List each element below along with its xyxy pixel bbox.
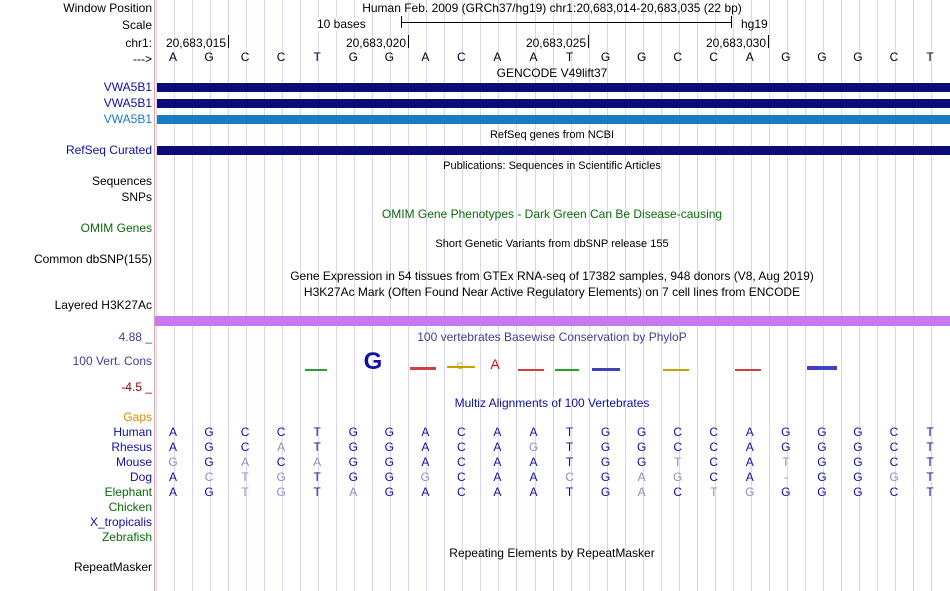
base-letter: A <box>493 50 502 64</box>
base-letter: C <box>709 50 719 64</box>
alignment-base: A <box>745 470 754 484</box>
alignment-base: T <box>926 485 934 499</box>
base-letter: G <box>348 50 358 64</box>
omim-track-title[interactable]: OMIM Gene Phenotypes - Dark Green Can Be Disease-causing <box>381 207 723 221</box>
alignment-base: A <box>421 485 430 499</box>
base-letter: C <box>457 50 466 64</box>
alignment-base: A <box>493 440 502 454</box>
gtex-track-title[interactable]: Gene Expression in 54 tissues from GTEx RNA-seq of 17382 samples, 948 donors (V8, Aug 2019) <box>290 269 814 283</box>
alignment-base: A <box>529 455 538 469</box>
alignment-base: G <box>889 470 899 484</box>
chrom-label: chr1: <box>125 36 152 50</box>
base-letter: G <box>636 50 647 64</box>
coordinate-tick <box>768 35 769 48</box>
alignment-base: T <box>313 470 321 484</box>
alignment-base: G <box>781 485 791 499</box>
chrom-coordinate: 20,683,025 <box>525 36 586 50</box>
refseq-label[interactable]: RefSeq Curated <box>65 143 152 157</box>
coordinate-tick <box>228 35 229 48</box>
alignment-base: A <box>529 485 538 499</box>
alignment-base: T <box>710 485 718 499</box>
alignment-base: G <box>384 425 394 439</box>
species-label-human[interactable]: Human <box>113 425 152 439</box>
alignment-base: C <box>457 470 466 484</box>
alignment-base: G <box>276 485 286 499</box>
alignment-base: A <box>421 425 430 439</box>
alignment-base: G <box>781 425 791 439</box>
species-label-rhesus[interactable]: Rhesus <box>111 440 152 454</box>
scale-db: hg19 <box>741 17 768 31</box>
alignment-base: G <box>600 425 611 439</box>
alignment-base: C <box>457 440 466 454</box>
alignment-base: C <box>457 455 466 469</box>
alignment-base: G <box>348 455 358 469</box>
alignment-base: A <box>421 440 430 454</box>
alignment-base: T <box>241 470 249 484</box>
alignment-base: C <box>709 440 719 454</box>
snps-label[interactable]: SNPs <box>121 190 152 204</box>
alignment-base: T <box>926 440 934 454</box>
alignment-base: C <box>709 455 719 469</box>
gencode-item-3-label[interactable]: VWA5B1 <box>103 112 152 126</box>
species-label-mouse[interactable]: Mouse <box>115 455 152 469</box>
base-letter: T <box>313 50 321 64</box>
alignment-base: G <box>853 425 863 439</box>
alignment-base: G <box>600 440 611 454</box>
alignment-base: C <box>457 425 466 439</box>
h3k27ac-label[interactable]: Layered H3K27Ac <box>54 298 152 312</box>
alignment-base: A <box>349 485 358 499</box>
alignment-base: T <box>674 455 682 469</box>
alignment-base: C <box>673 425 683 439</box>
alignment-base: G <box>204 485 214 499</box>
alignment-base: G <box>600 455 611 469</box>
base-letter: A <box>168 50 177 64</box>
alignment-base: - <box>783 470 788 484</box>
alignment-base: G <box>600 470 611 484</box>
sequences-label[interactable]: Sequences <box>91 174 152 188</box>
gencode-item-2-label[interactable]: VWA5B1 <box>103 96 152 110</box>
alignment-base: T <box>565 455 574 469</box>
svg-text:A: A <box>490 356 500 372</box>
alignment-base: T <box>565 440 574 454</box>
alignment-base: C <box>709 425 719 439</box>
refseq-bar[interactable] <box>157 146 950 155</box>
alignment-base: G <box>204 455 214 469</box>
base-letter: G <box>600 50 611 64</box>
alignment-base: A <box>745 425 754 439</box>
coordinate-tick <box>408 35 409 48</box>
alignment-base: G <box>636 455 647 469</box>
alignment-base: G <box>781 440 791 454</box>
chrom-coordinate: 20,683,015 <box>165 36 226 50</box>
alignment-base: G <box>817 485 827 499</box>
alignment-base: T <box>565 485 574 499</box>
repeatmasker-label[interactable]: RepeatMasker <box>73 560 152 574</box>
alignment-base: G <box>420 470 431 484</box>
base-letter: C <box>276 50 286 64</box>
alignment-base: G <box>348 425 358 439</box>
scale-text: 10 bases <box>317 17 366 31</box>
alignment-base: A <box>168 470 177 484</box>
base-letter: A <box>529 50 538 64</box>
alignment-base: C <box>276 425 286 439</box>
species-label-zebrafish[interactable]: Zebrafish <box>101 530 152 544</box>
alignment-base: A <box>421 455 430 469</box>
chrom-coordinate: 20,683,030 <box>705 36 766 50</box>
alignment-base: G <box>384 440 394 454</box>
species-label-dog[interactable]: Dog <box>129 470 152 484</box>
base-letter: T <box>926 50 934 64</box>
base-letter: A <box>421 50 430 64</box>
alignment-base: G <box>600 485 611 499</box>
alignment-base: C <box>276 455 286 469</box>
alignment-base: C <box>240 425 250 439</box>
alignment-base: T <box>926 425 934 439</box>
species-label-elephant[interactable]: Elephant <box>104 485 152 499</box>
alignment-base: T <box>313 425 321 439</box>
alignment-base: A <box>493 485 502 499</box>
species-label-x_tropicalis[interactable]: X_tropicalis <box>89 515 152 529</box>
chrom-coordinate: 20,683,020 <box>345 36 406 50</box>
alignment-base: A <box>529 470 538 484</box>
alignment-base: A <box>493 425 502 439</box>
strand-label: ---> <box>133 52 152 66</box>
gencode-track-title[interactable]: GENCODE V49lift37 <box>496 66 608 80</box>
base-letter: G <box>204 50 214 64</box>
h3k27ac-signal[interactable] <box>155 316 950 326</box>
alignment-base: C <box>709 470 719 484</box>
alignment-base: G <box>636 440 647 454</box>
alignment-base: A <box>745 440 754 454</box>
gencode-item-1-bar[interactable] <box>157 83 950 92</box>
alignment-base: T <box>241 485 249 499</box>
gencode-item-3-bar[interactable] <box>157 115 950 124</box>
alignment-base: A <box>745 455 754 469</box>
gencode-item-2-bar[interactable] <box>157 99 950 108</box>
alignment-base: G <box>528 440 539 454</box>
alignment-base: G <box>384 455 394 469</box>
alignment-base: C <box>889 485 899 499</box>
alignment-base: G <box>673 470 683 484</box>
publications-track-title[interactable]: Publications: Sequences in Scientific Articles <box>443 160 661 172</box>
multiz-track-title[interactable]: Multiz Alignments of 100 Vertebrates <box>454 396 650 410</box>
alignment-base: T <box>782 455 790 469</box>
alignment-base: G <box>745 485 755 499</box>
h3k27ac-track-title[interactable]: H3K27Ac Mark (Often Found Near Active Regulatory Elements) on 7 cell lines from ENCODE <box>303 285 801 299</box>
alignment-base: C <box>889 425 899 439</box>
alignment-base: A <box>168 440 177 454</box>
alignment-base: A <box>493 470 502 484</box>
repeatmasker-track-title[interactable]: Repeating Elements by RepeatMasker <box>449 546 655 560</box>
alignment-base: A <box>637 470 646 484</box>
conservation-min-value: -4.5 _ <box>121 380 152 394</box>
alignment-base: C <box>240 440 250 454</box>
refseq-track-title[interactable]: RefSeq genes from NCBI <box>489 129 615 141</box>
alignment-base: T <box>926 470 934 484</box>
species-label-chicken[interactable]: Chicken <box>108 500 152 514</box>
alignment-base: G <box>817 455 827 469</box>
alignment-base: G <box>384 470 394 484</box>
alignment-base: C <box>565 470 574 484</box>
base-letter: T <box>565 50 574 64</box>
alignment-base: C <box>673 485 683 499</box>
alignment-base: G <box>853 455 863 469</box>
svg-text:G: G <box>363 348 383 375</box>
alignment-base: C <box>457 485 466 499</box>
alignment-base: G <box>636 425 647 439</box>
base-letter: A <box>745 50 754 64</box>
alignment-base: G <box>168 455 178 469</box>
alignment-base: C <box>889 455 899 469</box>
gencode-item-1-label[interactable]: VWA5B1 <box>103 80 152 94</box>
window-position-label: Window Position <box>63 1 152 15</box>
conservation-logo <box>155 345 950 380</box>
dbsnp-label[interactable]: Common dbSNP(155) <box>33 252 152 266</box>
alignment-base: G <box>204 440 214 454</box>
alignment-base: A <box>493 455 502 469</box>
alignment-base: G <box>817 440 827 454</box>
gaps-label[interactable]: Gaps <box>123 410 152 424</box>
scale-label: Scale <box>121 18 152 32</box>
base-letter: G <box>853 50 863 64</box>
assembly-position-text[interactable]: Human Feb. 2009 (GRCh37/hg19) chr1:20,683,014-20,683,035 (22 bp) <box>362 1 742 15</box>
alignment-base: A <box>241 455 250 469</box>
alignment-base: G <box>853 470 863 484</box>
alignment-base: A <box>529 425 538 439</box>
base-letter: C <box>240 50 250 64</box>
base-letter: C <box>673 50 683 64</box>
alignment-base: G <box>817 470 827 484</box>
conservation-label[interactable]: 100 Vert. Cons <box>72 354 152 368</box>
alignment-base: A <box>637 485 646 499</box>
alignment-base: A <box>277 440 286 454</box>
base-letter: G <box>817 50 827 64</box>
conservation-max-value: 4.88 _ <box>118 330 152 344</box>
alignment-base: T <box>313 485 321 499</box>
base-letter: G <box>384 50 394 64</box>
alignment-base: A <box>168 485 177 499</box>
alignment-base: A <box>168 425 177 439</box>
alignment-base: T <box>565 425 574 439</box>
alignment-base: A <box>313 455 322 469</box>
alignment-base: G <box>817 425 827 439</box>
base-letter: G <box>781 50 791 64</box>
alignment-base: T <box>313 440 321 454</box>
alignment-base: C <box>204 470 214 484</box>
omim-label[interactable]: OMIM Genes <box>80 221 152 235</box>
alignment-base: G <box>384 485 394 499</box>
alignment-base: G <box>348 440 358 454</box>
coordinate-tick <box>588 35 589 48</box>
alignment-base: C <box>673 440 683 454</box>
dbsnp-track-title[interactable]: Short Genetic Variants from dbSNP release 155 <box>435 238 669 250</box>
label-column-divider <box>154 0 155 591</box>
alignment-base: G <box>853 440 863 454</box>
alignment-base: G <box>204 425 214 439</box>
alignment-base: G <box>853 485 863 499</box>
alignment-base: G <box>276 470 286 484</box>
alignment-base: G <box>348 470 358 484</box>
alignment-base: T <box>926 455 934 469</box>
alignment-base: C <box>889 440 899 454</box>
conservation-track-title[interactable]: 100 vertebrates Basewise Conservation by PhyloP <box>417 330 687 344</box>
base-letter: C <box>889 50 899 64</box>
